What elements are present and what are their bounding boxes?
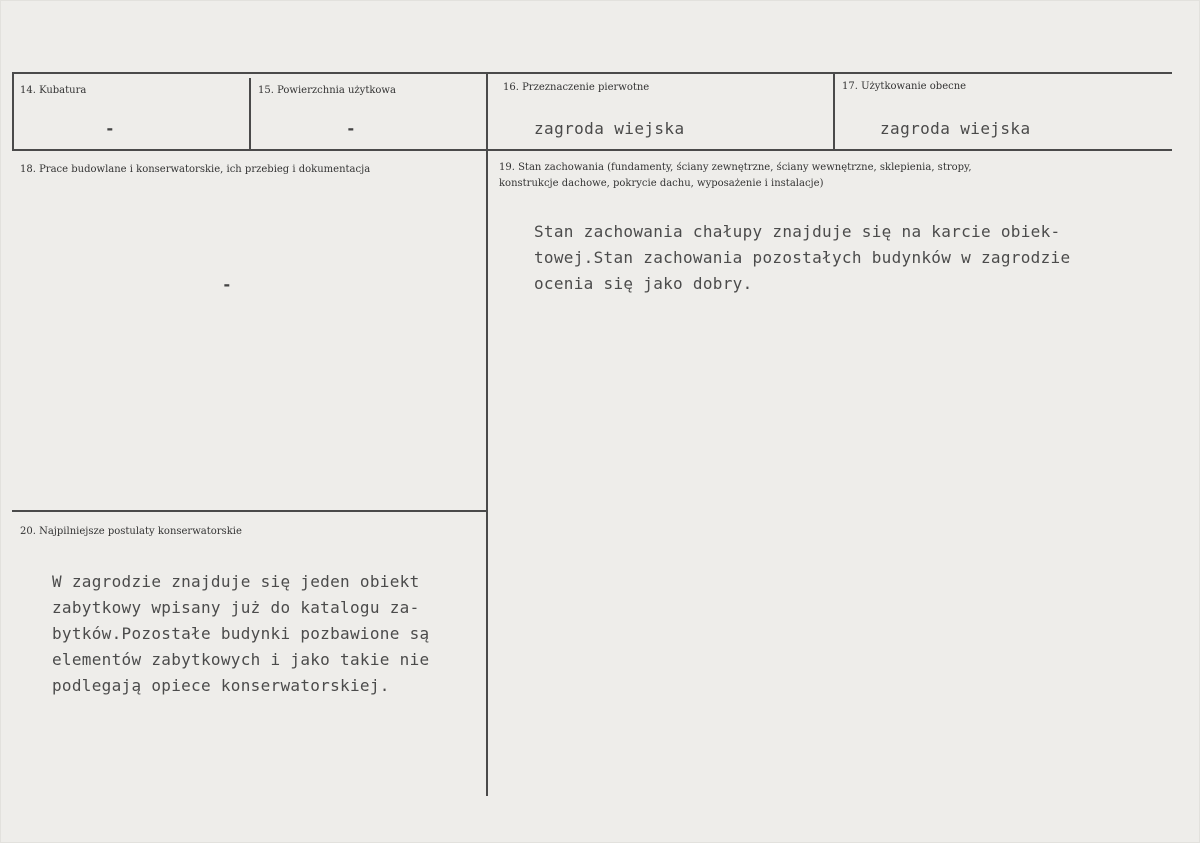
field-20-text-line: podlegają opiece konserwatorskiej.	[52, 676, 390, 695]
row-divider	[12, 149, 1172, 151]
field-19-text-line: towej.Stan zachowania pozostałych budynków w zagrodzie	[534, 248, 1071, 267]
field-14-label: 14. Kubatura	[20, 85, 87, 96]
field-20-text-line: elementów zabytkowych i jako takie nie	[52, 650, 430, 669]
field-17-label: 17. Użytkowanie obecne	[842, 81, 967, 92]
top-rule	[12, 72, 1172, 74]
col-divider-16-17	[833, 74, 835, 149]
field-19-text-line: Stan zachowania chałupy znajduje się na karcie obiek-	[534, 222, 1061, 241]
field-20-text-line: zabytkowy wpisany już do katalogu za-	[52, 598, 420, 617]
field-20-text-line: bytków.Pozostałe budynki pozbawione są	[52, 624, 430, 643]
field-20-text-line: W zagrodzie znajduje się jeden obiekt	[52, 572, 420, 591]
left-rule-top	[12, 72, 14, 151]
field-16-label: 16. Przeznaczenie pierwotne	[503, 82, 650, 93]
main-col-divider	[486, 74, 488, 796]
field-17-value: zagroda wiejska	[880, 119, 1031, 138]
field-18-label: 18. Prace budowlane i konserwatorskie, ich przebieg i dokumentacja	[20, 164, 371, 175]
section-18-20-divider	[12, 510, 487, 512]
field-19-text	[534, 219, 1070, 297]
field-14-value: -	[105, 119, 115, 138]
field-15-value: -	[346, 119, 356, 138]
field-18-value: -	[222, 275, 232, 294]
field-20-text	[52, 569, 429, 699]
col-divider-14-15	[249, 78, 251, 149]
field-20-label: 20. Najpilniejsze postulaty konserwatorskie	[20, 526, 242, 537]
field-19-label-line-1: 19. Stan zachowania (fundamenty, ściany zewnętrzne, ściany wewnętrzne, sklepienia, stropy,	[499, 162, 972, 173]
field-16-value: zagroda wiejska	[534, 119, 685, 138]
field-19-label-line-2: konstrukcje dachowe, pokrycie dachu, wyposażenie i instalacje)	[499, 178, 824, 189]
field-15-label: 15. Powierzchnia użytkowa	[258, 85, 396, 96]
field-19-text-line: ocenia się jako dobry.	[534, 274, 753, 293]
